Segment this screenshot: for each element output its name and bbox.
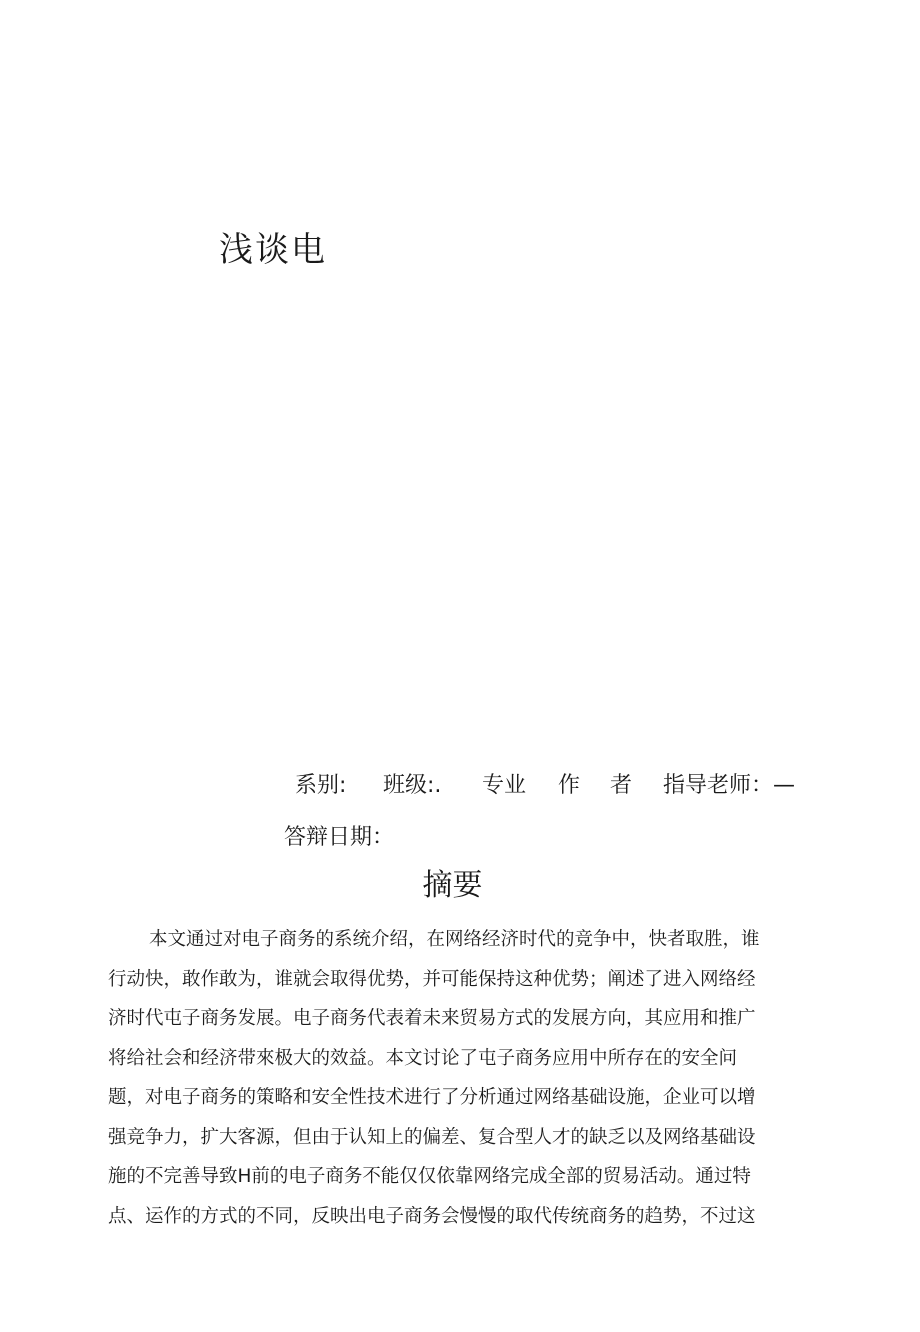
author-label-part-1: 作 [558,773,581,798]
abstract-line: 强竞争力，扩大客源，但由于认知上的偏差、复合型人才的缺乏以及网络基础设 [108,1126,756,1148]
abstract-line: 本文通过对电子商务的系统介绍，在网络经济时代的竞争中，快者取胜，谁 [149,929,760,950]
abstract-line: 将给社会和经济带來极大的效益。本文讨论了屯子商务应用中所存在的安全问 [108,1047,738,1069]
abstract-line: 施的不完善导致H前的电子商务不能仅仅依靠网络完成全部的贸易活动。通过特 [108,1166,751,1187]
abstract-line: 点、运作的方式的不同，反映出电子商务会慢慢的取代传统商务的趋势，不过这 [108,1205,756,1227]
abstract-body [108,920,798,1236]
abstract-heading: 摘要 [422,868,483,903]
defense-date-label: 答辩日期： [284,825,395,850]
abstract-line: 行动快，敢作敢为，谁就会取得优势，并可能保持这种优势；阐述了进入网络经 [108,968,756,990]
class-label: 班级:. [383,773,442,798]
major-label: 专业 [482,773,527,798]
advisor-label: 指导老师：— [663,773,796,798]
abstract-line: 济时代屯子商务发展。电子商务代表着未来贸易方式的发展方向，其应用和推广 [108,1008,756,1029]
author-label-part-2: 者 [610,773,633,798]
abstract-line: 题，对电子商务的策略和安全性技术进行了分析通过网络基础设施，企业可以增 [108,1087,756,1108]
page-title: 浅谈电 [219,230,327,270]
department-label: 系别: [295,773,347,798]
